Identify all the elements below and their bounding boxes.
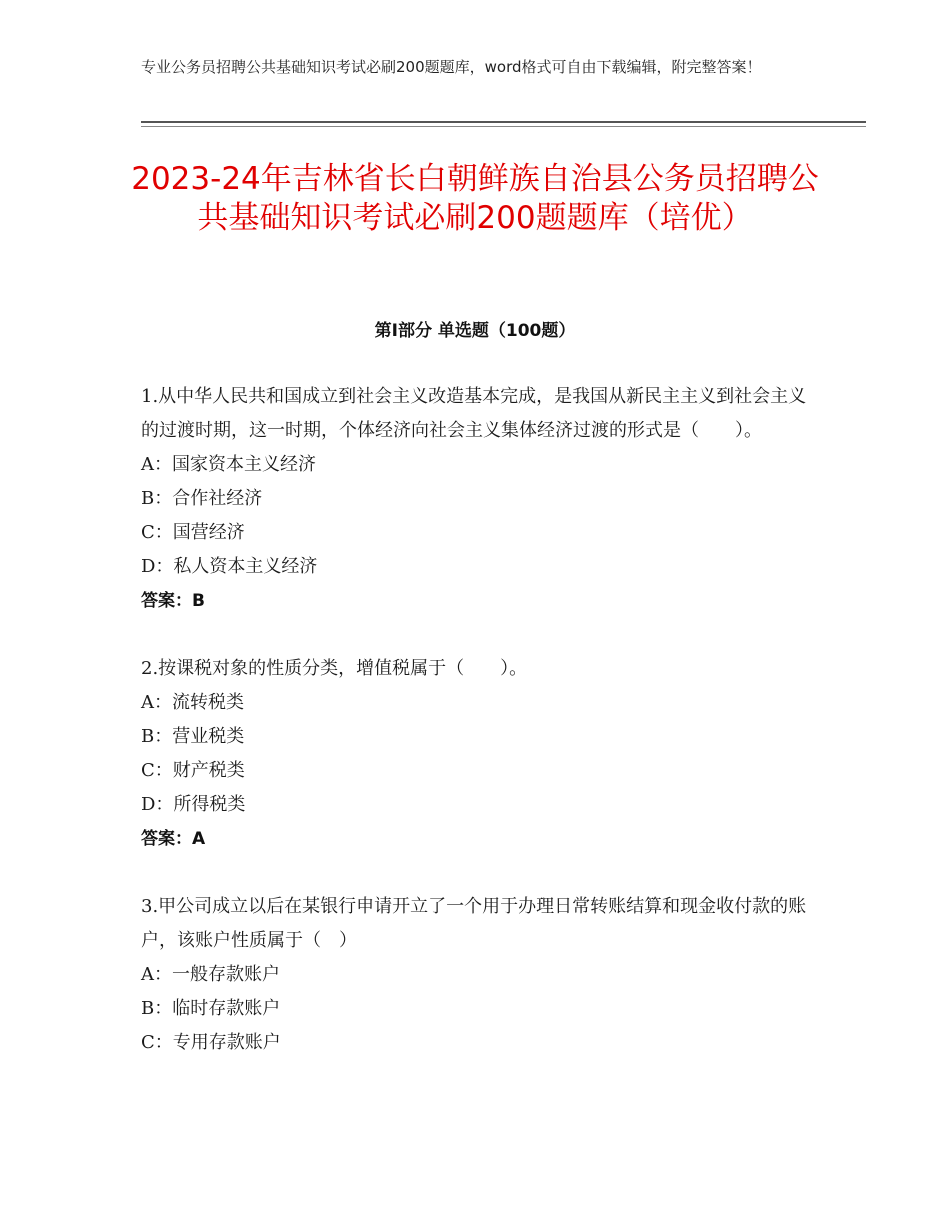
document-title: 2023-24年吉林省长白朝鲜族自治县公务员招聘公共基础知识考试必刷200题题库（培优） (131, 161, 819, 236)
option-b: B：合作社经济 (141, 488, 263, 509)
option-a: A：一般存款账户 (141, 964, 280, 985)
question-list (141, 380, 821, 1094)
question-stem: 3.甲公司成立以后在某银行申请开立了一个用于办理日常转账结算和现金收付款的账户，该账户性质属于（ ） (141, 896, 807, 951)
option-c: C：国营经济 (141, 522, 245, 543)
option-b: B：营业税类 (141, 726, 245, 747)
option-d: D：私人资本主义经济 (141, 556, 318, 577)
answer-label: 答案：A (141, 829, 206, 849)
option-a: A：国家资本主义经济 (141, 454, 316, 475)
header-rule-thick (141, 121, 866, 123)
header-note: 专业公务员招聘公共基础知识考试必刷200题题库，word格式可自由下载编辑，附完整答案！ (141, 58, 762, 76)
section-heading: 第I部分 单选题（100题） (374, 321, 576, 341)
question-stem: 1.从中华人民共和国成立到社会主义改造基本完成，是我国从新民主主义到社会主义的过渡时期，这一时期，个体经济向社会主义集体经济过渡的形式是（ ）。 (141, 386, 807, 441)
option-c: C：专用存款账户 (141, 1032, 281, 1053)
question-stem: 2.按课税对象的性质分类，增值税属于（ ）。 (141, 658, 528, 679)
answer-label: 答案：B (141, 591, 205, 611)
question-1 (141, 380, 821, 618)
header-rule-thin (141, 126, 866, 127)
option-a: A：流转税类 (141, 692, 244, 713)
option-b: B：临时存款账户 (141, 998, 281, 1019)
question-3 (141, 890, 821, 1060)
option-c: C：财产税类 (141, 760, 245, 781)
option-d: D：所得税类 (141, 794, 246, 815)
question-2 (141, 652, 821, 856)
